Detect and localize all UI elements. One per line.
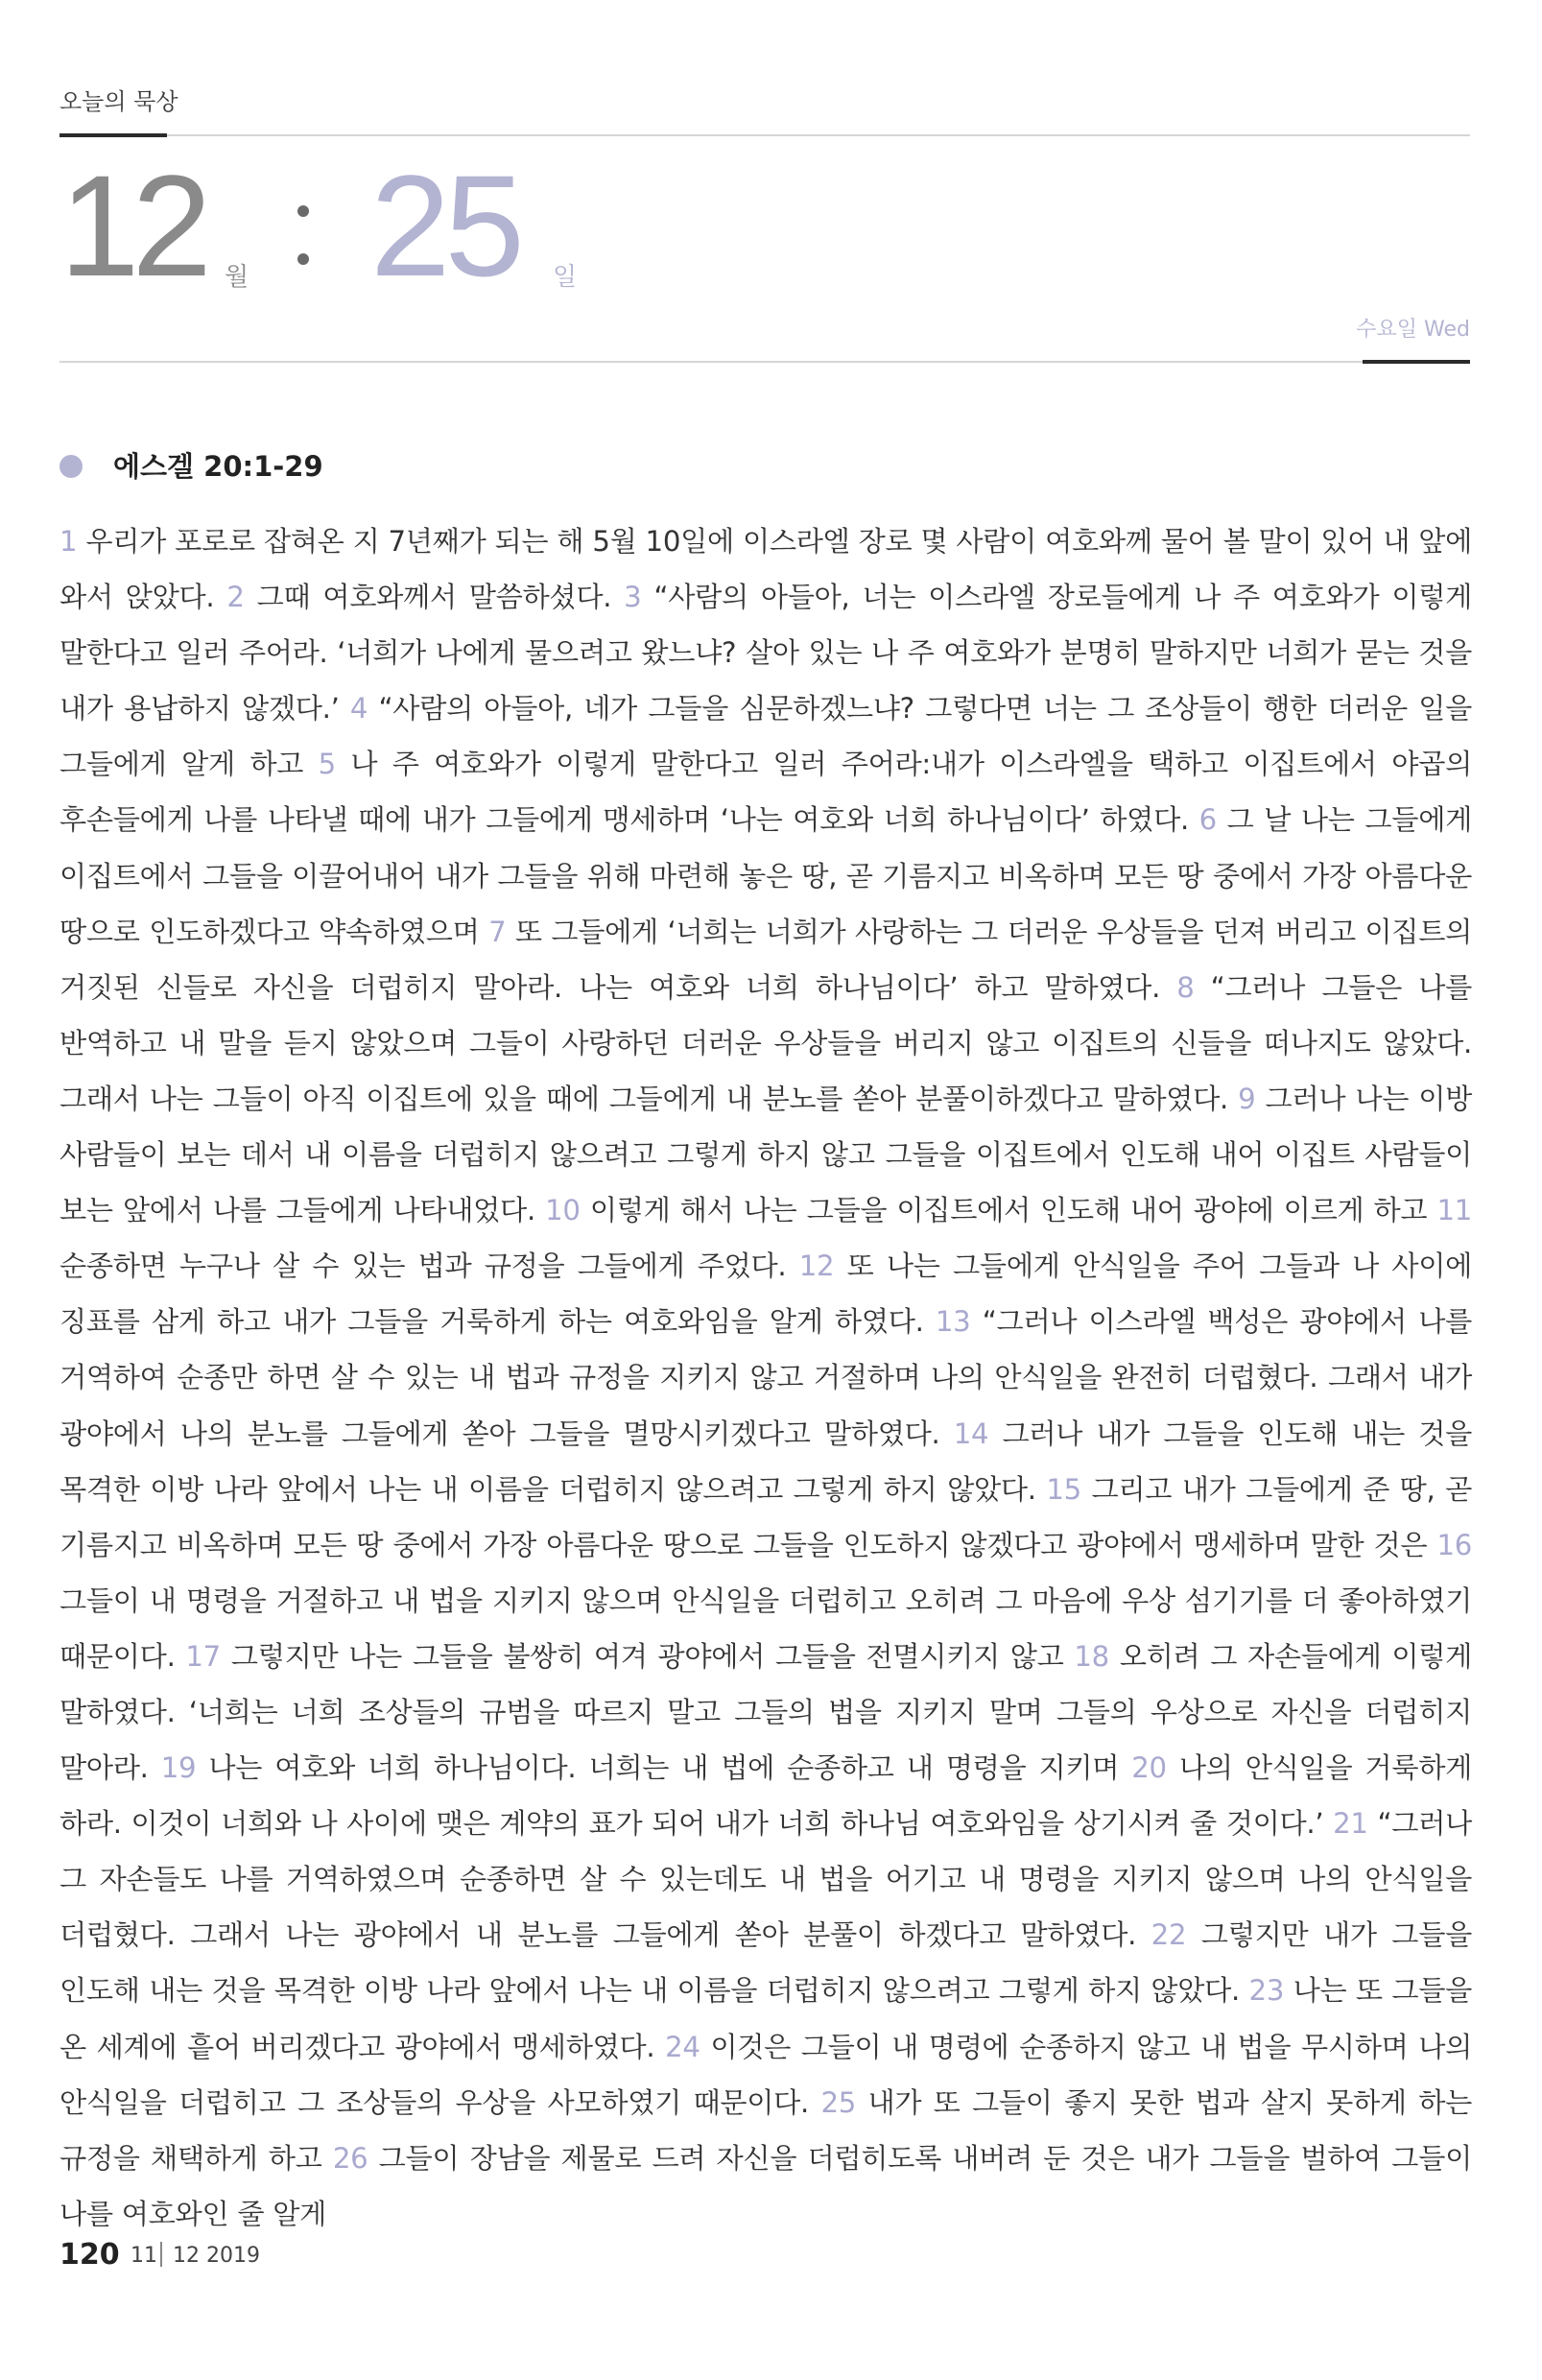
verse-text: 또 그들에게 ‘너희는 너희가 사랑하는 그 더러운 우상들을 던져 버리고 이집트의 거짓된 신들로 자신을 더럽히지 말아라. 나는 여호와 너희 하나님이다’ 하고 말하였다. bbox=[59, 915, 1472, 1004]
verse-number: 25 bbox=[820, 2085, 856, 2119]
verse-text: “사람의 아들아, 너는 이스라엘 장로들에게 나 주 여호와가 이렇게 말한다고 일러 주어라. ‘너희가 나에게 물으려고 왔느냐? 살아 있는 나 주 여호와가 분명히 말하지만 너희가 묻는 것을 내가 용납하지 않겠다.’ bbox=[59, 581, 1473, 726]
verse-text: 그러나 나는 이방 사람들이 보는 데서 내 이름을 더럽히지 않으려고 그렇게 하지 않고 그들을 이집트에서 인도해 내어 이집트 사람들이 보는 앞에서 나를 그들에게 나타내었다. bbox=[59, 1082, 1473, 1227]
verse-number: 11 bbox=[1436, 1194, 1473, 1227]
verse-number: 6 bbox=[1198, 803, 1217, 837]
verse-number: 15 bbox=[1046, 1472, 1081, 1506]
page-number: 120 bbox=[59, 2238, 120, 2272]
verse-text: “그러나 이스라엘 백성은 광야에서 나를 거역하여 순종만 하면 살 수 있는 내 법과 규정을 지키지 않고 거절하며 나의 안식일을 완전히 더럽혔다. 그래서 내가 광야에서 나의 분노를 그들에게 쏟아 그들을 멸망시키겠다고 말하였다. bbox=[59, 1305, 1473, 1450]
verse-text: 그렇지만 나는 그들을 불쌍히 여겨 광야에서 그들을 전멸시키지 않고 bbox=[230, 1639, 1064, 1673]
top-divider-accent bbox=[59, 133, 167, 137]
verse-number: 14 bbox=[953, 1416, 989, 1450]
verse-text: 내가 또 그들이 좋지 못한 법과 살지 못하게 하는 규정을 채택하게 하고 bbox=[59, 2085, 1472, 2175]
verse-text: “그러나 그들은 나를 반역하고 내 말을 듣지 않았으며 그들이 사랑하던 더러운 우상들을 버리지 않고 이집트의 신들을 떠나지도 않았다. 그래서 나는 그들이 아직 이집트에 있을 때에 그들에게 내 분노를 쏟아 분풀이하겠다고 말하였다. bbox=[59, 970, 1472, 1115]
verse-number: 12 bbox=[798, 1250, 835, 1283]
date-day-unit: 일 bbox=[553, 263, 578, 292]
date-day: 25 bbox=[370, 145, 519, 306]
verse-number: 8 bbox=[1176, 970, 1195, 1004]
weekday: 수요일 Wed bbox=[1356, 318, 1470, 342]
verse-text: 나의 안식일을 거룩하게 하라. 이것이 너희와 나 사이에 맺은 계약의 표가 되어 내가 너희 하나님 여호와임을 상기시켜 줄 것이다.’ bbox=[59, 1751, 1473, 1841]
issue-separator bbox=[160, 2242, 162, 2267]
verse-number: 7 bbox=[488, 915, 507, 948]
top-divider bbox=[59, 134, 1470, 136]
verse-text: 나는 여호와 너희 하나님이다. 너희는 내 법에 순종하고 내 명령을 지키며 bbox=[208, 1751, 1120, 1785]
verse-number: 5 bbox=[318, 748, 336, 781]
verse-text: 이것은 그들이 내 명령에 순종하지 않고 내 법을 무시하며 나의 안식일을 더럽히고 그 조상들의 우상을 사모하였기 때문이다. bbox=[59, 2030, 1472, 2119]
section-label: 오늘의 묵상 bbox=[59, 88, 178, 115]
date-month: 12 bbox=[59, 145, 204, 306]
verse-number: 24 bbox=[665, 2030, 700, 2063]
verse-number: 17 bbox=[185, 1639, 221, 1673]
verse-text: 오히려 그 자손들에게 이렇게 말하였다. ‘너희는 너희 조상들의 규범을 따르지 말고 그들의 법을 지키지 말며 그들의 우상으로 자신을 더럽히지 말아라. bbox=[59, 1639, 1473, 1785]
verse-number: 20 bbox=[1131, 1751, 1167, 1785]
verse-text: 그들이 내 명령을 거절하고 내 법을 지키지 않으며 안식일을 더럽히고 오히려 그 마음에 우상 섬기기를 더 좋아하였기 때문이다. bbox=[59, 1583, 1472, 1673]
verse-number: 9 bbox=[1238, 1082, 1256, 1115]
mid-divider bbox=[59, 361, 1470, 363]
bullet-icon bbox=[59, 455, 83, 478]
verse-number: 16 bbox=[1436, 1528, 1472, 1561]
verse-text: 그 날 나는 그들에게 이집트에서 그들을 이끌어내어 내가 그들을 위해 마련해 놓은 땅, 곧 기름지고 비옥하며 모든 땅 중에서 가장 아름다운 땅으로 인도하겠다고 약속하였으며 bbox=[59, 803, 1472, 948]
verse-number: 21 bbox=[1333, 1807, 1368, 1841]
verse-text: 나 주 여호와가 이렇게 말한다고 일러 주어라:내가 이스라엘을 택하고 이집트에서 야곱의 후손들에게 나를 나타낼 때에 내가 그들에게 맹세하며 ‘나는 여호와 너희 하나님이다’ 하였다. bbox=[59, 748, 1472, 837]
verse-text: 나는 또 그들을 온 세계에 흩어 버리겠다고 광야에서 맹세하였다. bbox=[59, 1974, 1473, 2063]
verse-text: 순종하면 누구나 살 수 있는 법과 규정을 그들에게 주었다. bbox=[59, 1250, 787, 1283]
verse-number: 4 bbox=[349, 692, 368, 726]
verse-number: 1 bbox=[59, 525, 78, 558]
verse-number: 19 bbox=[160, 1751, 197, 1785]
verse-text: 그러나 내가 그들을 인도해 내는 것을 목격한 이방 나라 앞에서 나는 내 이름을 더럽히지 않으려고 그렇게 하지 않았다. bbox=[59, 1416, 1473, 1506]
verse-text: 그리고 내가 그들에게 준 땅, 곧 기름지고 비옥하며 모든 땅 중에서 가장 아름다운 땅으로 그들을 인도하지 않겠다고 광야에서 맹세하며 말한 것은 bbox=[59, 1472, 1472, 1561]
passage-reference: 에스겔 20:1-29 bbox=[113, 450, 323, 483]
date-month-unit: 월 bbox=[225, 263, 249, 292]
verse-number: 26 bbox=[332, 2141, 368, 2175]
verse-text: 그렇지만 내가 그들을 인도해 내는 것을 목격한 이방 나라 앞에서 나는 내 이름을 더럽히지 않으려고 그렇게 하지 않았다. bbox=[59, 1918, 1472, 2008]
verse-number: 22 bbox=[1151, 1918, 1187, 1952]
verse-text: 우리가 포로로 잡혀온 지 7년째가 되는 해 5월 10일에 이스라엘 장로 몇 사람이 여호와께 물어 볼 말이 있어 내 앞에 와서 앉았다. bbox=[59, 525, 1472, 614]
verse-number: 23 bbox=[1248, 1974, 1285, 2008]
verse-text: 그들이 장남을 제물로 드려 자신을 더럽히도록 내버려 둔 것은 내가 그들을 벌하여 그들이 나를 여호와인 줄 알게 bbox=[59, 2141, 1472, 2230]
verse-number: 10 bbox=[545, 1194, 581, 1227]
issue-month: 11 bbox=[130, 2244, 157, 2268]
verse-number: 13 bbox=[935, 1305, 971, 1339]
issue-year: 12 2019 bbox=[173, 2244, 260, 2268]
verse-number: 3 bbox=[624, 581, 642, 614]
mid-divider-accent bbox=[1363, 360, 1470, 364]
date-colon bbox=[297, 205, 311, 273]
verse-text: “사람의 아들아, 네가 그들을 심문하겠느냐? 그렇다면 너는 그 조상들이 행한 더러운 일을 그들에게 알게 하고 bbox=[59, 692, 1473, 781]
verse-text: 이렇게 해서 나는 그들을 이집트에서 인도해 내어 광야에 이르게 하고 bbox=[589, 1194, 1428, 1227]
verse-text: 또 나는 그들에게 안식일을 주어 그들과 나 사이에 징표를 삼게 하고 내가 그들을 거룩하게 하는 여호와임을 알게 하였다. bbox=[59, 1250, 1472, 1339]
verse-number: 2 bbox=[226, 581, 245, 614]
scripture-text bbox=[59, 513, 1472, 2242]
verse-text: “그러나 그 자손들도 나를 거역하였으며 순종하면 살 수 있는데도 내 법을 어기고 내 명령을 지키지 않으며 나의 안식일을 더럽혔다. 그래서 나는 광야에서 내 분노를 그들에게 쏟아 분풀이 하겠다고 말하였다. bbox=[59, 1807, 1472, 1952]
verse-text: 그때 여호와께서 말씀하셨다. bbox=[256, 581, 612, 614]
verse-number: 18 bbox=[1074, 1639, 1109, 1673]
